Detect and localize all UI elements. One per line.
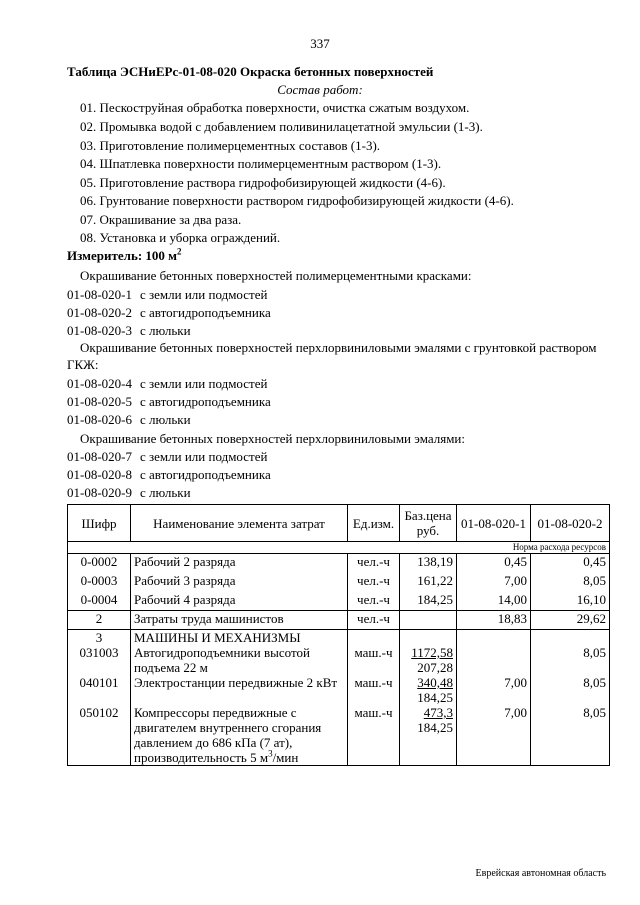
norm-code: 01-08-020-7: [67, 449, 132, 464]
operation-item: 05. Приготовление раствора гидрофобизирующей жидкости (4-6).: [80, 175, 446, 190]
cell-name: Компрессоры передвижные с двигателем внутреннего сгорания давлением до 686 кПа (7 ат), производительность 5 $м^3$/мин: [131, 705, 348, 766]
page-number: 337: [310, 36, 330, 51]
norm-code: 01-08-020-2: [67, 305, 132, 320]
cell-code: 040101: [68, 675, 131, 705]
operation-item: 02. Промывка водой с добавлением поливинилацетатной эмульсии (1-3).: [80, 119, 483, 134]
cell-name: Автогидроподъемники высотой подъема 22 м: [131, 645, 348, 675]
cell-norm-2: 16,10: [531, 592, 610, 611]
cell-price: 184,25: [400, 592, 457, 611]
table-row: [68, 705, 610, 766]
cell-norm-2: 8,05: [531, 675, 610, 705]
cell-name: Рабочий 3 разряда: [131, 573, 348, 592]
section-title: МАШИНЫ И МЕХАНИЗМЫ: [131, 630, 348, 646]
operation-item: 06. Грунтование поверхности раствором гидрофобизирующей жидкости (4-6).: [80, 193, 514, 208]
norm-label: с автогидроподъемника: [140, 305, 271, 320]
cell-norm-1: [457, 645, 531, 675]
cell-norm-2: 8,05: [531, 705, 610, 766]
section-header-machines: [68, 630, 610, 646]
norm-code: 01-08-020-6: [67, 412, 132, 427]
cell-name: Рабочий 2 разряда: [131, 554, 348, 573]
cell-unit: чел.-ч: [348, 611, 400, 630]
cell-norm-1: 0,45: [457, 554, 531, 573]
norm-code: 01-08-020-9: [67, 485, 132, 500]
cell-norm-2: 8,05: [531, 573, 610, 592]
norm-code: 01-08-020-8: [67, 467, 132, 482]
col-header-norm-2: 01-08-020-2: [531, 505, 610, 542]
group-title: Окрашивание бетонных поверхностей полимерцементными красками:: [80, 268, 472, 283]
cell-norm-2: 0,45: [531, 554, 610, 573]
cell-norm-1: 7,00: [457, 705, 531, 766]
col-header-norm-1: 01-08-020-1: [457, 505, 531, 542]
unit-of-measure: Измеритель: 100 $м^2$: [67, 246, 182, 263]
col-header-price: Баз.цена руб.: [400, 505, 457, 542]
table-row-machinists: [68, 611, 610, 630]
cell-norm-1: 14,00: [457, 592, 531, 611]
cell-code: 3: [68, 630, 131, 646]
group-title: Окрашивание бетонных поверхностей перхлорвиниловыми эмалями:: [80, 431, 465, 446]
cell-name: Электростанции передвижные 2 кВт: [131, 675, 348, 705]
table-row: [68, 592, 610, 611]
cell-price: 340,48 184,25: [400, 675, 457, 705]
table-title: Таблица ЭСНиЕРс-01-08-020 Окраска бетонных поверхностей: [67, 64, 434, 79]
cell-price: 473,3 184,25: [400, 705, 457, 766]
cell-price: [400, 611, 457, 630]
operation-item: 08. Установка и уборка ограждений.: [80, 230, 281, 245]
norm-code: 01-08-020-3: [67, 323, 132, 338]
cell-unit: чел.-ч: [348, 592, 400, 611]
group-title-continued: ГКЖ:: [67, 357, 99, 372]
table-header-row: [68, 505, 610, 542]
operation-item: 07. Окрашивание за два раза.: [80, 212, 242, 227]
table-row: [68, 645, 610, 675]
cell-norm-2: 29,62: [531, 611, 610, 630]
work-composition-heading: Состав работ:: [277, 82, 363, 97]
cell-price: 161,22: [400, 573, 457, 592]
col-header-unit: Ед.изм.: [348, 505, 400, 542]
cell-code: 050102: [68, 705, 131, 766]
norm-label: с люльки: [140, 412, 191, 427]
cell-price: 138,19: [400, 554, 457, 573]
norm-code: 01-08-020-4: [67, 376, 132, 391]
col-header-code: Шифр: [68, 505, 131, 542]
norm-label: с автогидроподъемника: [140, 394, 271, 409]
cell-name: Рабочий 4 разряда: [131, 592, 348, 611]
cell-norm-1: 18,83: [457, 611, 531, 630]
cell-name: Затраты труда машинистов: [131, 611, 348, 630]
table-row: [68, 675, 610, 705]
col-header-name: Наименование элемента затрат: [131, 505, 348, 542]
norm-subheader-row: [68, 542, 610, 554]
cell-code: 2: [68, 611, 131, 630]
cell-unit: маш.-ч: [348, 705, 400, 766]
cell-norm-1: 7,00: [457, 675, 531, 705]
cell-unit: маш.-ч: [348, 675, 400, 705]
norm-label: с люльки: [140, 323, 191, 338]
cell-code: 0-0004: [68, 592, 131, 611]
norm-code: 01-08-020-1: [67, 287, 132, 302]
cell-code: 0-0003: [68, 573, 131, 592]
operation-item: 01. Пескоструйная обработка поверхности, очистка сжатым воздухом.: [80, 100, 470, 115]
operation-item: 04. Шпатлевка поверхности полимерцементным раствором (1-3).: [80, 156, 442, 171]
norm-label: с люльки: [140, 485, 191, 500]
group-title: Окрашивание бетонных поверхностей перхлорвиниловыми эмалями с грунтовкой раствором: [80, 340, 597, 355]
norm-subheader: Норма расхода ресурсов: [68, 542, 610, 554]
norm-label: с земли или подмостей: [140, 449, 268, 464]
operation-item: 03. Приготовление полимерцементных составов (1-3).: [80, 138, 381, 153]
cell-unit: маш.-ч: [348, 645, 400, 675]
resources-table: [67, 504, 610, 766]
norm-label: с автогидроподъемника: [140, 467, 271, 482]
table-row: [68, 554, 610, 573]
cell-unit: чел.-ч: [348, 573, 400, 592]
cell-code: 031003: [68, 645, 131, 675]
norm-label: с земли или подмостей: [140, 376, 268, 391]
cell-norm-1: 7,00: [457, 573, 531, 592]
table-row: [68, 573, 610, 592]
norm-code: 01-08-020-5: [67, 394, 132, 409]
cell-code: 0-0002: [68, 554, 131, 573]
cell-price: 1172,58 207,28: [400, 645, 457, 675]
cell-unit: чел.-ч: [348, 554, 400, 573]
norm-label: с земли или подмостей: [140, 287, 268, 302]
region-footer: Еврейская автономная область: [475, 868, 606, 879]
cell-norm-2: 8,05: [531, 645, 610, 675]
